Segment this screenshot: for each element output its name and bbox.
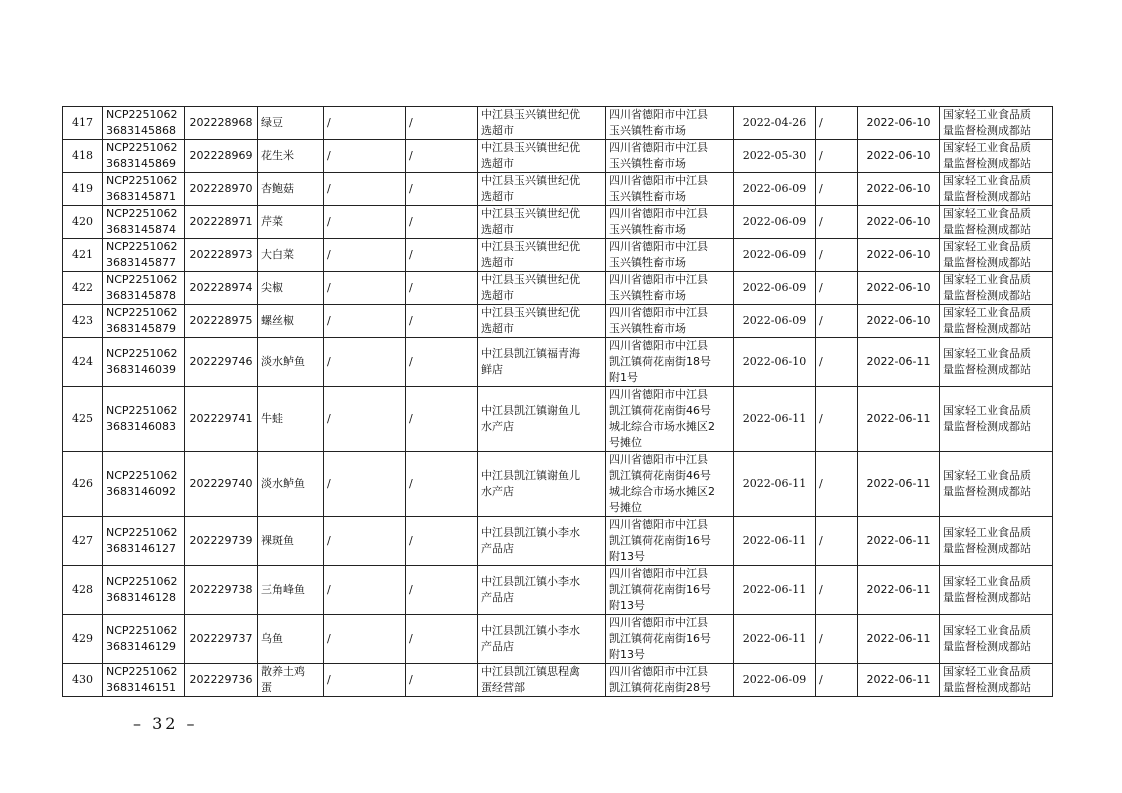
sample-code: NCP2251062 3683146092 bbox=[103, 452, 185, 517]
table-row bbox=[63, 517, 1053, 566]
table-row bbox=[63, 664, 1053, 697]
store-name: 中江县凯江镇福青海 鲜店 bbox=[478, 338, 606, 387]
store-address: 四川省德阳市中江县 玉兴镇牲畜市场 bbox=[606, 140, 734, 173]
production-date: 2022-06-11 bbox=[734, 566, 816, 615]
report-number: 202229737 bbox=[185, 615, 258, 664]
testing-agency: 国家轻工业食品质 量监督检测成都站 bbox=[940, 305, 1053, 338]
store-name: 中江县玉兴镇世纪优 选超市 bbox=[478, 305, 606, 338]
testing-agency: 国家轻工业食品质 量监督检测成都站 bbox=[940, 566, 1053, 615]
sampling-date: 2022-06-11 bbox=[858, 387, 940, 452]
table-row bbox=[63, 305, 1053, 338]
cell-slash: / bbox=[816, 517, 858, 566]
sampling-date: 2022-06-10 bbox=[858, 206, 940, 239]
product-name: 尖椒 bbox=[258, 272, 324, 305]
store-address: 四川省德阳市中江县 凯江镇荷花南街46号 城北综合市场水摊区2 号摊位 bbox=[606, 387, 734, 452]
product-name: 花生米 bbox=[258, 140, 324, 173]
cell-slash: / bbox=[406, 305, 478, 338]
cell-slash: / bbox=[406, 272, 478, 305]
row-index: 426 bbox=[63, 452, 103, 517]
table-row bbox=[63, 615, 1053, 664]
product-name: 螺丝椒 bbox=[258, 305, 324, 338]
report-number: 202229741 bbox=[185, 387, 258, 452]
sampling-date: 2022-06-11 bbox=[858, 664, 940, 697]
store-name: 中江县玉兴镇世纪优 选超市 bbox=[478, 239, 606, 272]
cell-slash: / bbox=[324, 239, 406, 272]
report-number: 202228975 bbox=[185, 305, 258, 338]
testing-agency: 国家轻工业食品质 量监督检测成都站 bbox=[940, 239, 1053, 272]
cell-slash: / bbox=[324, 664, 406, 697]
cell-slash: / bbox=[816, 338, 858, 387]
table-body bbox=[63, 107, 1053, 697]
testing-agency: 国家轻工业食品质 量监督检测成都站 bbox=[940, 387, 1053, 452]
row-index: 417 bbox=[63, 107, 103, 140]
product-name: 牛蛙 bbox=[258, 387, 324, 452]
sampling-date: 2022-06-10 bbox=[858, 305, 940, 338]
row-index: 421 bbox=[63, 239, 103, 272]
sampling-date: 2022-06-11 bbox=[858, 615, 940, 664]
report-number: 202228970 bbox=[185, 173, 258, 206]
production-date: 2022-04-26 bbox=[734, 107, 816, 140]
sampling-date: 2022-06-11 bbox=[858, 566, 940, 615]
store-name: 中江县玉兴镇世纪优 选超市 bbox=[478, 272, 606, 305]
cell-slash: / bbox=[406, 452, 478, 517]
store-address: 四川省德阳市中江县 玉兴镇牲畜市场 bbox=[606, 107, 734, 140]
table-row bbox=[63, 140, 1053, 173]
row-index: 428 bbox=[63, 566, 103, 615]
store-address: 四川省德阳市中江县 玉兴镇牲畜市场 bbox=[606, 239, 734, 272]
production-date: 2022-05-30 bbox=[734, 140, 816, 173]
cell-slash: / bbox=[324, 615, 406, 664]
production-date: 2022-06-09 bbox=[734, 272, 816, 305]
cell-slash: / bbox=[324, 140, 406, 173]
row-index: 425 bbox=[63, 387, 103, 452]
store-name: 中江县凯江镇小李水 产品店 bbox=[478, 517, 606, 566]
production-date: 2022-06-09 bbox=[734, 664, 816, 697]
production-date: 2022-06-11 bbox=[734, 517, 816, 566]
cell-slash: / bbox=[816, 140, 858, 173]
store-address: 四川省德阳市中江县 玉兴镇牲畜市场 bbox=[606, 305, 734, 338]
cell-slash: / bbox=[816, 615, 858, 664]
production-date: 2022-06-11 bbox=[734, 452, 816, 517]
cell-slash: / bbox=[406, 615, 478, 664]
store-address: 四川省德阳市中江县 凯江镇荷花南街16号 附13号 bbox=[606, 615, 734, 664]
store-address: 四川省德阳市中江县 玉兴镇牲畜市场 bbox=[606, 173, 734, 206]
cell-slash: / bbox=[816, 566, 858, 615]
testing-agency: 国家轻工业食品质 量监督检测成都站 bbox=[940, 517, 1053, 566]
cell-slash: / bbox=[816, 239, 858, 272]
sampling-date: 2022-06-11 bbox=[858, 517, 940, 566]
sample-code: NCP2251062 3683145871 bbox=[103, 173, 185, 206]
testing-agency: 国家轻工业食品质 量监督检测成都站 bbox=[940, 615, 1053, 664]
cell-slash: / bbox=[406, 387, 478, 452]
report-number: 202229739 bbox=[185, 517, 258, 566]
table-row bbox=[63, 452, 1053, 517]
sample-code: NCP2251062 3683145878 bbox=[103, 272, 185, 305]
store-name: 中江县凯江镇小李水 产品店 bbox=[478, 566, 606, 615]
sampling-date: 2022-06-10 bbox=[858, 239, 940, 272]
sampling-date: 2022-06-10 bbox=[858, 140, 940, 173]
sample-code: NCP2251062 3683146039 bbox=[103, 338, 185, 387]
cell-slash: / bbox=[324, 173, 406, 206]
testing-agency: 国家轻工业食品质 量监督检测成都站 bbox=[940, 452, 1053, 517]
product-name: 淡水鲈鱼 bbox=[258, 338, 324, 387]
store-address: 四川省德阳市中江县 凯江镇荷花南街46号 城北综合市场水摊区2 号摊位 bbox=[606, 452, 734, 517]
cell-slash: / bbox=[324, 305, 406, 338]
store-name: 中江县玉兴镇世纪优 选超市 bbox=[478, 107, 606, 140]
sample-code: NCP2251062 3683145879 bbox=[103, 305, 185, 338]
table-row bbox=[63, 566, 1053, 615]
sample-code: NCP2251062 3683146127 bbox=[103, 517, 185, 566]
cell-slash: / bbox=[324, 272, 406, 305]
cell-slash: / bbox=[324, 566, 406, 615]
store-address: 四川省德阳市中江县 凯江镇荷花南街28号 bbox=[606, 664, 734, 697]
product-name: 乌鱼 bbox=[258, 615, 324, 664]
product-name: 绿豆 bbox=[258, 107, 324, 140]
cell-slash: / bbox=[406, 140, 478, 173]
product-name: 三角峰鱼 bbox=[258, 566, 324, 615]
production-date: 2022-06-11 bbox=[734, 615, 816, 664]
report-number: 202229746 bbox=[185, 338, 258, 387]
cell-slash: / bbox=[406, 206, 478, 239]
row-index: 429 bbox=[63, 615, 103, 664]
sample-code: NCP2251062 3683146128 bbox=[103, 566, 185, 615]
row-index: 420 bbox=[63, 206, 103, 239]
store-name: 中江县凯江镇谢鱼儿 水产店 bbox=[478, 452, 606, 517]
product-name: 散养土鸡 蛋 bbox=[258, 664, 324, 697]
testing-agency: 国家轻工业食品质 量监督检测成都站 bbox=[940, 206, 1053, 239]
production-date: 2022-06-09 bbox=[734, 206, 816, 239]
table-row bbox=[63, 206, 1053, 239]
sample-code: NCP2251062 3683145868 bbox=[103, 107, 185, 140]
sample-code: NCP2251062 3683146151 bbox=[103, 664, 185, 697]
sampling-date: 2022-06-11 bbox=[858, 338, 940, 387]
report-number: 202228971 bbox=[185, 206, 258, 239]
report-number: 202229740 bbox=[185, 452, 258, 517]
testing-agency: 国家轻工业食品质 量监督检测成都站 bbox=[940, 140, 1053, 173]
cell-slash: / bbox=[816, 387, 858, 452]
store-address: 四川省德阳市中江县 凯江镇荷花南街16号 附13号 bbox=[606, 566, 734, 615]
production-date: 2022-06-10 bbox=[734, 338, 816, 387]
sample-code: NCP2251062 3683146083 bbox=[103, 387, 185, 452]
cell-slash: / bbox=[324, 338, 406, 387]
cell-slash: / bbox=[406, 517, 478, 566]
cell-slash: / bbox=[406, 566, 478, 615]
cell-slash: / bbox=[406, 239, 478, 272]
product-name: 杏鲍菇 bbox=[258, 173, 324, 206]
production-date: 2022-06-11 bbox=[734, 387, 816, 452]
testing-agency: 国家轻工业食品质 量监督检测成都站 bbox=[940, 338, 1053, 387]
table-row bbox=[63, 173, 1053, 206]
cell-slash: / bbox=[406, 107, 478, 140]
cell-slash: / bbox=[816, 272, 858, 305]
cell-slash: / bbox=[816, 305, 858, 338]
cell-slash: / bbox=[816, 206, 858, 239]
inspection-table bbox=[62, 106, 1053, 697]
store-name: 中江县凯江镇谢鱼儿 水产店 bbox=[478, 387, 606, 452]
row-index: 423 bbox=[63, 305, 103, 338]
row-index: 427 bbox=[63, 517, 103, 566]
production-date: 2022-06-09 bbox=[734, 239, 816, 272]
report-number: 202228968 bbox=[185, 107, 258, 140]
report-number: 202228974 bbox=[185, 272, 258, 305]
sample-code: NCP2251062 3683145877 bbox=[103, 239, 185, 272]
row-index: 418 bbox=[63, 140, 103, 173]
testing-agency: 国家轻工业食品质 量监督检测成都站 bbox=[940, 107, 1053, 140]
cell-slash: / bbox=[816, 664, 858, 697]
cell-slash: / bbox=[816, 107, 858, 140]
product-name: 淡水鲈鱼 bbox=[258, 452, 324, 517]
store-address: 四川省德阳市中江县 玉兴镇牲畜市场 bbox=[606, 206, 734, 239]
production-date: 2022-06-09 bbox=[734, 305, 816, 338]
sample-code: NCP2251062 3683145869 bbox=[103, 140, 185, 173]
sampling-date: 2022-06-11 bbox=[858, 452, 940, 517]
product-name: 裸斑鱼 bbox=[258, 517, 324, 566]
store-name: 中江县凯江镇小李水 产品店 bbox=[478, 615, 606, 664]
production-date: 2022-06-09 bbox=[734, 173, 816, 206]
table-row bbox=[63, 239, 1053, 272]
cell-slash: / bbox=[406, 664, 478, 697]
testing-agency: 国家轻工业食品质 量监督检测成都站 bbox=[940, 173, 1053, 206]
row-index: 430 bbox=[63, 664, 103, 697]
sampling-date: 2022-06-10 bbox=[858, 173, 940, 206]
product-name: 大白菜 bbox=[258, 239, 324, 272]
report-number: 202228969 bbox=[185, 140, 258, 173]
sample-code: NCP2251062 3683145874 bbox=[103, 206, 185, 239]
store-name: 中江县玉兴镇世纪优 选超市 bbox=[478, 173, 606, 206]
row-index: 422 bbox=[63, 272, 103, 305]
cell-slash: / bbox=[406, 338, 478, 387]
report-number: 202228973 bbox=[185, 239, 258, 272]
row-index: 424 bbox=[63, 338, 103, 387]
table-row bbox=[63, 107, 1053, 140]
testing-agency: 国家轻工业食品质 量监督检测成都站 bbox=[940, 664, 1053, 697]
report-number: 202229738 bbox=[185, 566, 258, 615]
product-name: 芹菜 bbox=[258, 206, 324, 239]
cell-slash: / bbox=[324, 107, 406, 140]
row-index: 419 bbox=[63, 173, 103, 206]
sampling-date: 2022-06-10 bbox=[858, 107, 940, 140]
testing-agency: 国家轻工业食品质 量监督检测成都站 bbox=[940, 272, 1053, 305]
table-row bbox=[63, 387, 1053, 452]
page-number: – 32 – bbox=[133, 714, 198, 733]
table-row bbox=[63, 272, 1053, 305]
store-address: 四川省德阳市中江县 玉兴镇牲畜市场 bbox=[606, 272, 734, 305]
store-name: 中江县玉兴镇世纪优 选超市 bbox=[478, 206, 606, 239]
cell-slash: / bbox=[324, 206, 406, 239]
report-number: 202229736 bbox=[185, 664, 258, 697]
sample-code: NCP2251062 3683146129 bbox=[103, 615, 185, 664]
cell-slash: / bbox=[816, 173, 858, 206]
store-name: 中江县凯江镇思程禽 蛋经营部 bbox=[478, 664, 606, 697]
cell-slash: / bbox=[816, 452, 858, 517]
sampling-date: 2022-06-10 bbox=[858, 272, 940, 305]
cell-slash: / bbox=[324, 517, 406, 566]
store-address: 四川省德阳市中江县 凯江镇荷花南街18号 附1号 bbox=[606, 338, 734, 387]
cell-slash: / bbox=[324, 452, 406, 517]
store-address: 四川省德阳市中江县 凯江镇荷花南街16号 附13号 bbox=[606, 517, 734, 566]
table-row bbox=[63, 338, 1053, 387]
cell-slash: / bbox=[406, 173, 478, 206]
store-name: 中江县玉兴镇世纪优 选超市 bbox=[478, 140, 606, 173]
cell-slash: / bbox=[324, 387, 406, 452]
